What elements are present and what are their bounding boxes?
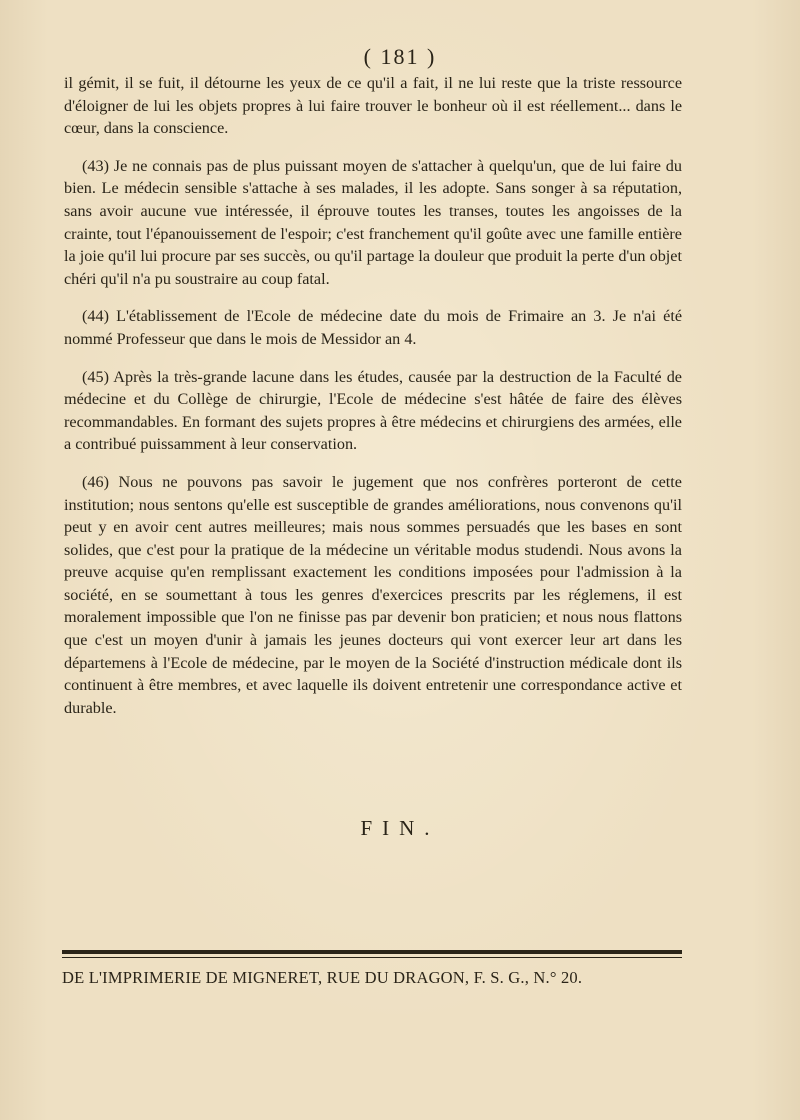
note-46: (46) Nous ne pouvons pas savoir le jugement que nos confrères porteront de cette institution; nous sentons qu'elle est susceptible de grandes améliorations, nous convenons qu'il peut y en avoir cent autres meilleures; mais nous sommes persuadés que les bases en sont solides, que c'est pour la pratique de la médecine un véritable modus studendi. Nous avons la preuve acquise qu'en remplissant exactement les conditions imposées pour l'admission à la société, en se soumettant à tous les genres d'exercices prescrits par les réglemens, il est moralement impossible que l'on ne finisse pas par devenir bon praticien; et nous nous flattons que c'est un moyen d'unir à jamais les jeunes docteurs qui vont exercer leur art dans les départemens à l'Ecole de médecine, par le moyen de la Société d'instruction médicale dont ils continuent à être membres, et avec laquelle ils doivent entretenir une correspondance active et durable. bbox=[64, 472, 682, 717]
note-43: (43) Je ne connais pas de plus puissant moyen de s'attacher à quelqu'un, que de lui faire du bien. Le médecin sensible s'attache à ses malades, il les adopte. Sans songer à sa réputation, sans avoir aucune vue intéressée, il éprouve toutes les transes, toutes les angoisses de la crainte, tout l'épanouissement de l'espoir; c'est franchement qu'il goûte avec une famille entière la joie qu'il lui procure par ses succès, ou qu'il partage la douleur que produit la perte d'un objet chéri qu'il n'a pu soustraire au coup fatal. bbox=[64, 156, 682, 288]
paragraph-continuation: il gémit, il se fuit, il détourne les yeux de ce qu'il a fait, il ne lui reste que la triste ressource d'éloigner de lui les objets propres à lui faire trouver le bonheur où il est réellement... dans le cœur, dans la conscience. bbox=[64, 74, 682, 138]
imprint-rule-thick bbox=[62, 950, 682, 954]
note-44: (44) L'établissement de l'Ecole de médecine date du mois de Frimaire an 3. Je n'ai été nommé Professeur que dans le mois de Messidor an 4. bbox=[64, 307, 682, 348]
imprint-rule-thin bbox=[62, 957, 682, 958]
printer-imprint: DE L'IMPRIMERIE DE MIGNERET, RUE DU DRAGON, F. S. G., N.° 20. bbox=[62, 968, 583, 987]
fin-mark: FIN. bbox=[360, 816, 440, 840]
body-text bbox=[64, 72, 682, 719]
page-number: ( 181 ) bbox=[363, 44, 437, 69]
note-45: (45) Après la très-grande lacune dans les études, causée par la destruction de la Faculté de médecine et du Collège de chirurgie, l'Ecole de médecine s'est hâtée de faire des élèves recommandables. En formant des sujets propres à être médecins et chirurgiens des armées, elle a contribué puissamment à leur conservation. bbox=[64, 367, 682, 454]
